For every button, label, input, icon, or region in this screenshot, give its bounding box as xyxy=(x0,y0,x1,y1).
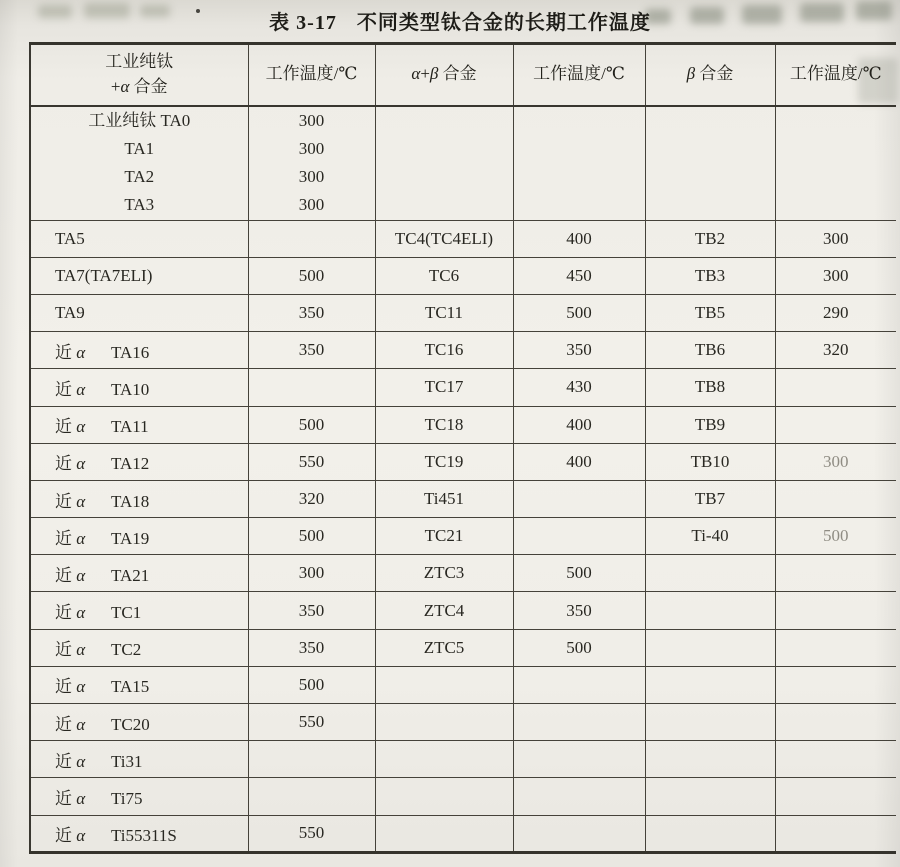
ab-alloy-name-cell: ZTC5 xyxy=(375,629,513,666)
temp-cell xyxy=(775,629,896,666)
temp-value: 300 xyxy=(298,111,325,131)
temp-cell: 500 xyxy=(248,257,375,294)
empty-cell xyxy=(375,106,513,221)
table-row xyxy=(30,518,896,555)
alloy-name-cell xyxy=(30,555,248,592)
alloy-name-cell xyxy=(30,443,248,480)
temp-cell xyxy=(248,369,375,406)
ab-alloy-name-cell: TC21 xyxy=(375,518,513,555)
alloy-name-cell xyxy=(30,704,248,741)
alloy-name: TA21 xyxy=(111,565,150,585)
table-caption: 不同类型钛合金的长期工作温度 xyxy=(356,12,651,34)
alloy-name: TA7(TA7ELI) xyxy=(55,265,153,285)
ab-alloy-name-cell: TC11 xyxy=(375,294,513,331)
ab-alloy-name-cell xyxy=(375,666,513,703)
alloy-name-cell xyxy=(30,592,248,629)
table-row xyxy=(30,629,896,666)
header-pure-ti-alpha-alloy xyxy=(30,44,248,106)
near-alpha-prefix: 近 α xyxy=(55,342,86,362)
table-row xyxy=(30,592,896,629)
table-row xyxy=(30,666,896,703)
b-alloy-name-cell xyxy=(645,815,775,852)
alloy-name: Ti75 xyxy=(111,789,143,809)
b-alloy-name-cell xyxy=(645,778,775,815)
temp-cell xyxy=(775,666,896,703)
near-alpha-prefix: 近 α xyxy=(55,491,86,511)
table-row xyxy=(30,815,896,852)
empty-cell xyxy=(513,106,645,221)
ab-alloy-name-cell xyxy=(375,741,513,778)
table-row xyxy=(30,480,896,517)
empty-cell xyxy=(645,106,775,221)
temp-cell: 300 xyxy=(248,555,375,592)
header-alpha-beta-alloy: α+β 合金 xyxy=(375,44,513,106)
table-row xyxy=(30,741,896,778)
temp-cell xyxy=(775,815,896,852)
alloy-name-cell xyxy=(30,629,248,666)
ab-alloy-name-cell: TC6 xyxy=(375,257,513,294)
temp-cell: 300 xyxy=(775,257,896,294)
table-row xyxy=(30,220,896,257)
b-alloy-name-cell: Ti-40 xyxy=(645,518,775,555)
group-temp-cell xyxy=(248,106,375,221)
b-alloy-name-cell: TB7 xyxy=(645,480,775,517)
near-alpha-prefix: 近 α xyxy=(55,528,86,548)
temp-cell xyxy=(775,741,896,778)
ab-alloy-name-cell: TC17 xyxy=(375,369,513,406)
temp-cell xyxy=(775,406,896,443)
temp-cell: 400 xyxy=(513,406,645,443)
near-alpha-prefix: 近 α xyxy=(55,379,86,399)
ab-alloy-name-cell: Ti451 xyxy=(375,480,513,517)
alloy-name: TA9 xyxy=(55,303,85,323)
near-alpha-prefix: 近 α xyxy=(55,603,86,623)
temp-cell xyxy=(248,220,375,257)
temp-cell: 450 xyxy=(513,257,645,294)
temp-cell: 500 xyxy=(248,666,375,703)
temp-cell: 300 xyxy=(775,443,896,480)
pure-titanium-group-row xyxy=(30,106,896,221)
near-alpha-prefix: 近 α xyxy=(55,565,86,585)
alloy-name-cell xyxy=(30,666,248,703)
ab-alloy-name-cell: TC18 xyxy=(375,406,513,443)
temp-cell: 500 xyxy=(775,518,896,555)
alloy-name-cell xyxy=(30,220,248,257)
temp-cell: 550 xyxy=(248,443,375,480)
temp-cell xyxy=(513,815,645,852)
temp-cell: 550 xyxy=(248,815,375,852)
temp-cell: 350 xyxy=(513,592,645,629)
temp-cell xyxy=(775,704,896,741)
temp-cell xyxy=(775,778,896,815)
ab-alloy-name-cell xyxy=(375,704,513,741)
temp-cell: 350 xyxy=(248,294,375,331)
header-line: +α 合金 xyxy=(110,76,168,96)
temp-cell: 430 xyxy=(513,369,645,406)
b-alloy-name-cell: TB6 xyxy=(645,332,775,369)
alloy-name-cell xyxy=(30,480,248,517)
alloy-name-cell xyxy=(30,815,248,852)
temp-cell: 350 xyxy=(248,629,375,666)
near-alpha-prefix: 近 α xyxy=(55,751,86,771)
alloy-name: TA16 xyxy=(111,342,150,362)
temp-cell xyxy=(775,480,896,517)
alloy-name-cell xyxy=(30,294,248,331)
temp-cell: 500 xyxy=(248,518,375,555)
ab-alloy-name-cell: ZTC4 xyxy=(375,592,513,629)
temp-cell xyxy=(775,592,896,629)
table-row xyxy=(30,704,896,741)
alloy-name-cell xyxy=(30,518,248,555)
b-alloy-name-cell xyxy=(645,629,775,666)
alloy-name: TA19 xyxy=(111,528,150,548)
ab-alloy-name-cell: TC19 xyxy=(375,443,513,480)
alloy-name-cell xyxy=(30,369,248,406)
b-alloy-name-cell: TB9 xyxy=(645,406,775,443)
temp-cell: 300 xyxy=(775,220,896,257)
alloy-name: TA12 xyxy=(111,454,150,474)
ab-alloy-name-cell xyxy=(375,778,513,815)
near-alpha-prefix: 近 α xyxy=(55,714,86,734)
group-name-cell xyxy=(30,106,248,221)
alloy-name: TA10 xyxy=(111,379,150,399)
temp-cell: 500 xyxy=(248,406,375,443)
temp-cell: 550 xyxy=(248,704,375,741)
temp-cell: 350 xyxy=(513,332,645,369)
temp-cell xyxy=(513,666,645,703)
near-alpha-prefix: 近 α xyxy=(55,454,86,474)
b-alloy-name-cell xyxy=(645,592,775,629)
near-alpha-prefix: 近 α xyxy=(55,640,86,660)
temp-cell xyxy=(513,518,645,555)
temp-cell: 400 xyxy=(513,220,645,257)
header-line: 工业纯钛 xyxy=(105,52,174,72)
table-row xyxy=(30,443,896,480)
header-working-temp-1: 工作温度/℃ xyxy=(248,44,375,106)
alloy-name-cell xyxy=(30,778,248,815)
b-alloy-name-cell xyxy=(645,741,775,778)
header-working-temp-2: 工作温度/℃ xyxy=(513,44,645,106)
temp-cell xyxy=(248,778,375,815)
ab-alloy-name-cell: ZTC3 xyxy=(375,555,513,592)
near-alpha-prefix: 近 α xyxy=(55,417,86,437)
alloy-name-cell xyxy=(30,741,248,778)
temp-cell: 500 xyxy=(513,294,645,331)
table-row xyxy=(30,332,896,369)
table-row xyxy=(30,369,896,406)
table-row xyxy=(30,257,896,294)
alloy-name: TA15 xyxy=(111,677,150,697)
alloy-temperature-table xyxy=(29,42,896,854)
alloy-name: TA5 xyxy=(55,228,85,248)
temp-cell: 320 xyxy=(775,332,896,369)
ab-alloy-name-cell: TC16 xyxy=(375,332,513,369)
alloy-name: TA3 xyxy=(124,195,155,215)
b-alloy-name-cell: TB2 xyxy=(645,220,775,257)
temp-cell xyxy=(775,555,896,592)
temp-cell: 320 xyxy=(248,480,375,517)
alloy-name: TA1 xyxy=(124,139,155,159)
b-alloy-name-cell xyxy=(645,666,775,703)
temp-value: 300 xyxy=(298,167,325,187)
temp-cell xyxy=(248,741,375,778)
near-alpha-prefix: 近 α xyxy=(55,789,86,809)
temp-cell: 500 xyxy=(513,555,645,592)
b-alloy-name-cell xyxy=(645,555,775,592)
ab-alloy-name-cell xyxy=(375,815,513,852)
table-row xyxy=(30,294,896,331)
temp-value: 300 xyxy=(298,139,325,159)
temp-cell xyxy=(513,704,645,741)
temp-cell: 350 xyxy=(248,592,375,629)
alloy-name: TC1 xyxy=(111,603,142,623)
alloy-name-cell xyxy=(30,406,248,443)
b-alloy-name-cell: TB10 xyxy=(645,443,775,480)
table-row xyxy=(30,555,896,592)
temp-cell: 400 xyxy=(513,443,645,480)
alloy-name-cell xyxy=(30,257,248,294)
temp-cell xyxy=(513,778,645,815)
temp-cell: 350 xyxy=(248,332,375,369)
ab-alloy-name-cell: TC4(TC4ELI) xyxy=(375,220,513,257)
table-row xyxy=(30,406,896,443)
alloy-name: Ti31 xyxy=(111,751,143,771)
temp-cell xyxy=(513,480,645,517)
page-title xyxy=(0,6,900,35)
b-alloy-name-cell: TB8 xyxy=(645,369,775,406)
table-body xyxy=(30,106,896,853)
alloy-name-cell xyxy=(30,332,248,369)
alloy-name: 工业纯钛 TA0 xyxy=(88,111,191,131)
table-number: 表 3-17 xyxy=(269,12,337,34)
header-working-temp-3: 工作温度/℃ xyxy=(775,44,896,106)
header-row xyxy=(30,44,896,106)
alloy-name: TC2 xyxy=(111,640,142,660)
b-alloy-name-cell xyxy=(645,704,775,741)
near-alpha-prefix: 近 α xyxy=(55,677,86,697)
near-alpha-prefix: 近 α xyxy=(55,825,86,845)
temp-cell xyxy=(513,741,645,778)
temp-cell: 290 xyxy=(775,294,896,331)
table-row xyxy=(30,778,896,815)
b-alloy-name-cell: TB3 xyxy=(645,257,775,294)
temp-value: 300 xyxy=(298,195,325,215)
alloy-name: TA2 xyxy=(124,167,155,187)
b-alloy-name-cell: TB5 xyxy=(645,294,775,331)
alloy-name: TA18 xyxy=(111,491,150,511)
temp-cell xyxy=(775,369,896,406)
alloy-name: Ti55311S xyxy=(111,825,177,845)
alloy-name: TA11 xyxy=(111,417,149,437)
header-beta-alloy: β 合金 xyxy=(645,44,775,106)
temp-cell: 500 xyxy=(513,629,645,666)
alloy-name: TC20 xyxy=(111,714,150,734)
empty-cell xyxy=(775,106,896,221)
